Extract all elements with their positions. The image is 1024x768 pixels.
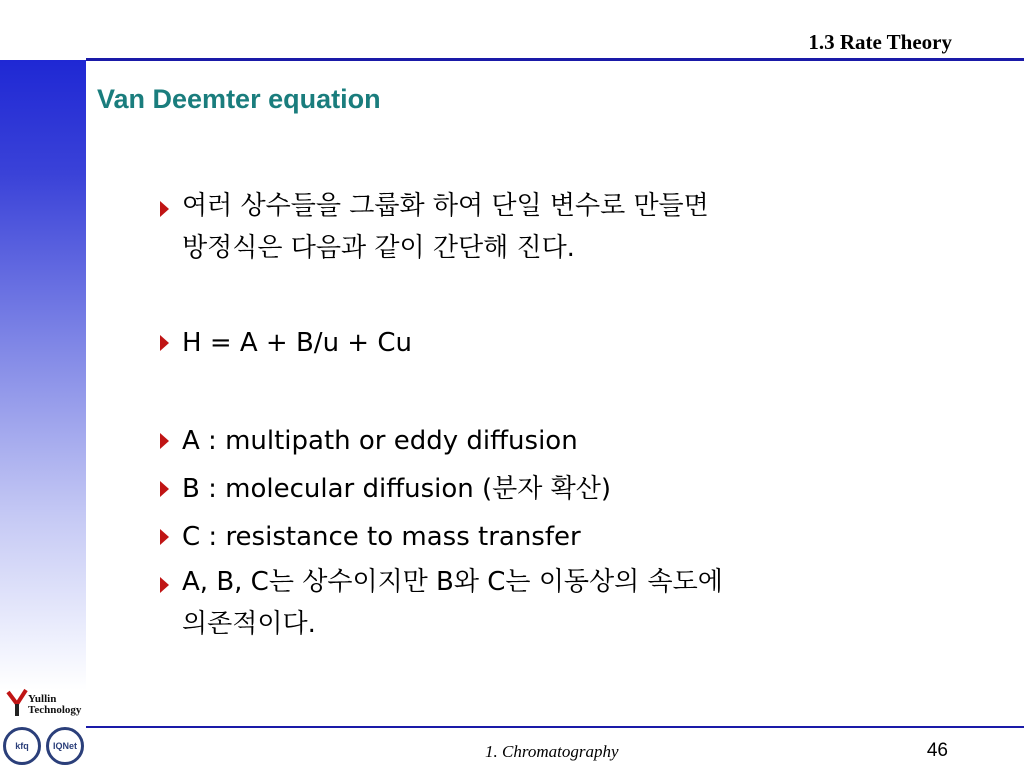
iqnet-seal-icon: IQNet [46,727,84,765]
company-logo [6,684,86,720]
bullet-item [158,417,918,465]
header-rule [86,58,1024,61]
footer-title: 1. Chromatography [485,742,619,761]
bullet-text: C : resistance to mass transfer [182,522,581,552]
bullet-item [158,465,918,513]
section-label: 1.3 Rate Theory [808,30,952,54]
bullet-text: H = A + B/u + Cu [182,328,412,358]
sidebar-gradient-bar [0,60,86,690]
bullet-item [158,319,918,367]
bullet-text-line: 방정식은 다음과 같이 간단해 진다. [182,233,575,263]
footer-rule [86,726,1024,728]
bullet-item [158,185,918,269]
bullet-arrow-icon [160,433,169,449]
bullet-item [158,561,918,645]
page-number: 46 [926,740,948,761]
bullet-text-line: 여러 상수들을 그룹화 하여 단일 변수로 만들면 [182,191,709,221]
bullet-arrow-icon [160,529,169,545]
logo-text-line2: Technology [28,704,82,716]
slide-title: Van Deemter equation [97,84,381,114]
logo-text-line1: Yullin [28,693,57,705]
bullet-text: A : multipath or eddy diffusion [182,426,578,456]
bullet-text-line: A, B, C는 상수이지만 B와 C는 이동상의 속도에 [182,567,723,597]
bullet-text: B : molecular diffusion (분자 확산) [182,474,612,504]
bullet-arrow-icon [160,481,169,497]
kfq-seal-icon: kfq [3,727,41,765]
logo-mark-icon [6,688,28,718]
bullet-arrow-icon [160,577,169,593]
bullet-arrow-icon [160,201,169,217]
bullet-list [158,185,918,645]
bullet-text-line: 의존적이다. [182,609,316,639]
bullet-arrow-icon [160,335,169,351]
bullet-item [158,513,918,561]
